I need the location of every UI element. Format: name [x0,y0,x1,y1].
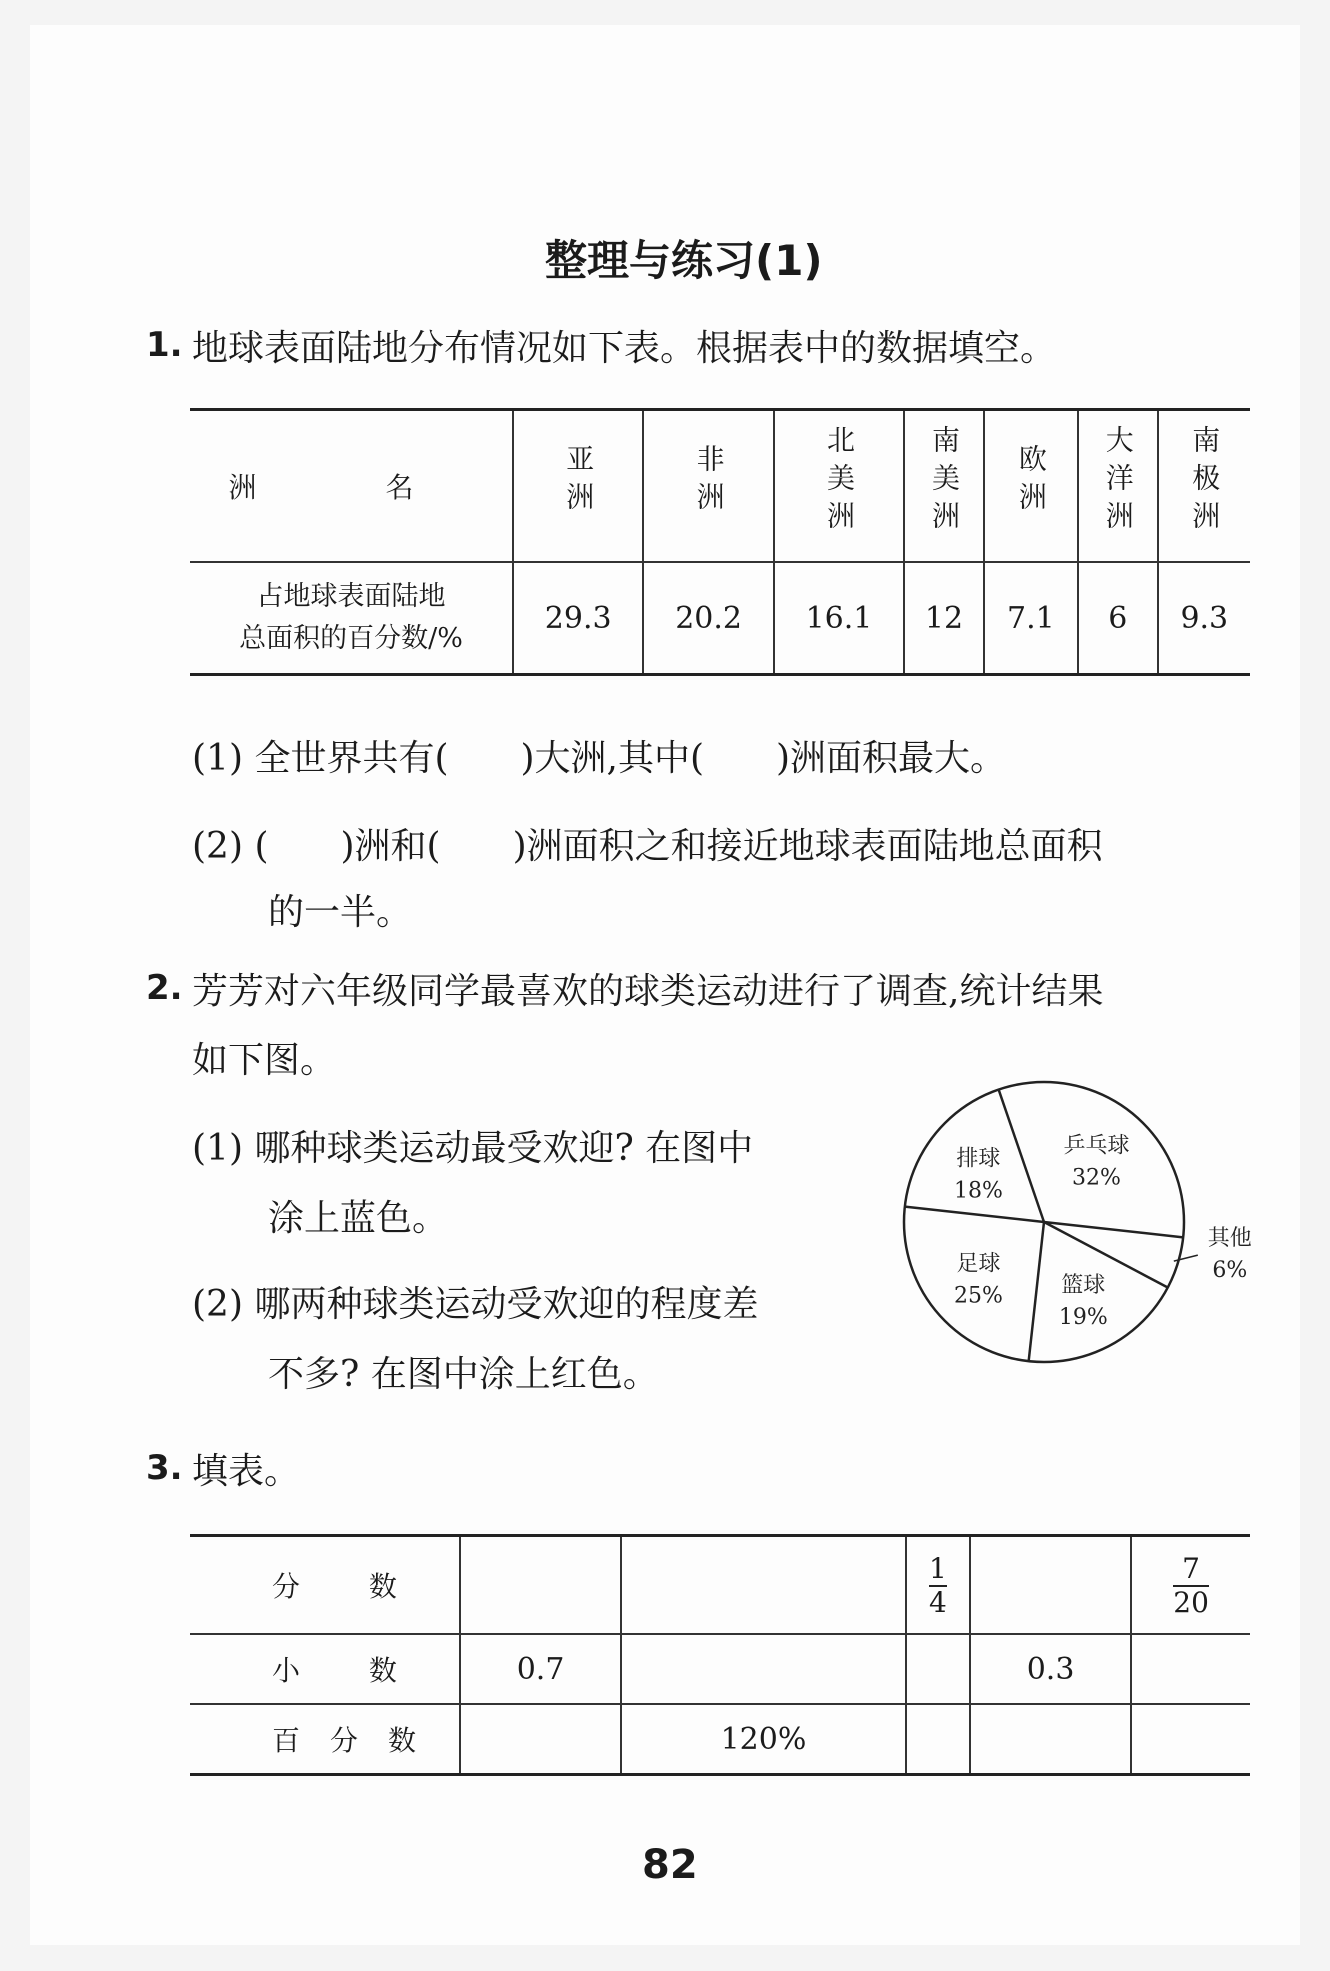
pie-slice-name: 足球 [956,1251,1001,1277]
blank-cell[interactable] [906,1634,970,1704]
q2-text-line1: 芳芳对六年级同学最喜欢的球类运动进行了调查,统计结果 [192,971,1104,1012]
q2-number: 2. [146,968,183,1008]
blank-cell[interactable] [621,1634,906,1704]
continent-name-cell: 大洋洲 [1078,410,1158,563]
continent-name-cell: 非洲 [643,410,773,563]
value-cell: 20.2 [643,562,773,675]
pie-slice-label[interactable] [1208,1226,1252,1283]
pie-slice-boundary [905,1207,1044,1222]
ball-sports-pie-chart [880,1080,1260,1380]
continent-name-cell: 欧洲 [984,410,1078,563]
pie-slice-name: 篮球 [1061,1273,1106,1299]
fraction-seven-twentieths: $\frac{7}{20}$ [1173,1552,1209,1619]
blank-cell[interactable] [1131,1704,1250,1775]
fraction-row [190,1536,1250,1635]
pie-slice-boundary [999,1090,1044,1222]
blank-cell[interactable] [460,1536,621,1635]
continent-name-cell: 亚洲 [513,410,643,563]
fraction-cell [906,1536,970,1635]
decimal-row [190,1634,1250,1704]
pie-slice-label[interactable] [954,1146,1003,1203]
continent-table [190,408,1250,676]
pie-slice-name: 排球 [956,1146,1001,1172]
fraction-cell [1131,1536,1250,1635]
continent-name-cell: 南美洲 [904,410,984,563]
q1-text: 地球表面陆地分布情况如下表。根据表中的数据填空。 [192,328,1057,369]
pie-slice-label[interactable] [1059,1273,1108,1330]
value-cell: 9.3 [1158,562,1250,675]
pie-slice-percent: 6% [1212,1258,1248,1284]
value-cell: 0.7 [460,1634,621,1704]
q1-sub1: (1) 全世界共有( )大洲,其中( )洲面积最大。 [192,738,1007,779]
q2-sub2-line1: (2) 哪两种球类运动受欢迎的程度差 [192,1284,759,1325]
blank-cell[interactable] [621,1536,906,1635]
value-cell: 7.1 [984,562,1078,675]
percent-row [190,1704,1250,1775]
pie-slice-boundary [1029,1222,1044,1361]
q1-sub2-line2: 的一半。 [268,892,413,933]
value-cell: 0.3 [970,1634,1131,1704]
pie-slice-boundary [1044,1222,1183,1237]
value-cell: 6 [1078,562,1158,675]
pie-slice-percent: 25% [953,1283,1003,1309]
pie-slice-label[interactable] [954,1252,1003,1309]
value-cell: 12 [904,562,984,675]
page-title: 整理与练习(1) [545,236,823,285]
continent-header-row [190,410,1250,563]
value-cell: 16.1 [774,562,904,675]
percent-row-label: 百分数 [272,1724,447,1757]
pie-slice-percent: 18% [953,1178,1003,1204]
pie-slice-percent: 19% [1058,1305,1108,1331]
pie-slice-label[interactable] [1064,1133,1130,1190]
blank-cell[interactable] [970,1536,1131,1635]
value-cell: 29.3 [513,562,643,675]
q2-sub1-line2: 涂上蓝色。 [268,1198,449,1239]
q1-sub2-line1: (2) ( )洲和( )洲面积之和接近地球表面陆地总面积 [192,826,1103,867]
q1-number: 1. [146,325,183,365]
q2-text-line2: 如下图。 [192,1040,337,1081]
blank-cell[interactable] [906,1704,970,1775]
percentage-row-label: 占地球表面陆地 总面积的百分数/% [239,581,463,654]
blank-cell[interactable] [970,1704,1131,1775]
pie-leader-line [1174,1255,1198,1261]
pie-slice-name: 其他 [1207,1226,1252,1252]
decimal-row-label: 小 数 [190,1634,460,1704]
continent-header-label: 洲 名 [190,410,513,563]
blank-cell[interactable] [460,1704,621,1775]
page-number: 82 [642,1842,698,1888]
blank-cell[interactable] [1131,1634,1250,1704]
pie-slice-name: 乒乓球 [1063,1133,1130,1159]
q2-sub1-line1: (1) 哪种球类运动最受欢迎? 在图中 [192,1128,754,1169]
fraction-one-quarter: $\frac{1}{4}$ [928,1552,947,1619]
q3-number: 3. [146,1448,183,1488]
continent-name-cell: 南极洲 [1158,410,1250,563]
conversion-table [190,1534,1250,1776]
q2-sub2-line2: 不多? 在图中涂上红色。 [268,1354,659,1395]
pie-slice-percent: 32% [1072,1165,1121,1191]
continent-name-cell: 北美洲 [774,410,904,563]
continent-value-row [190,562,1250,675]
fraction-row-label: 分 数 [190,1536,460,1635]
value-cell: 120% [621,1704,906,1775]
q3-text: 填表。 [192,1451,301,1492]
